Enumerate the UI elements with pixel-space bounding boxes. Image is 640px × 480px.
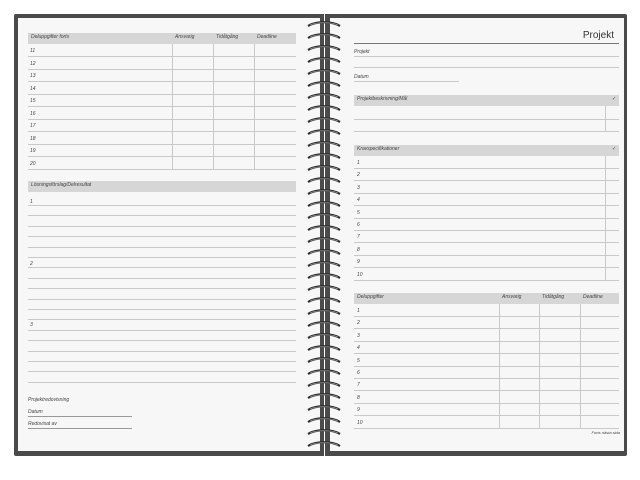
- right-page: [330, 18, 624, 451]
- solution-line: [28, 236, 296, 237]
- solution-line: [28, 257, 296, 258]
- solution-line: [28, 319, 296, 320]
- table-row-line: [28, 131, 296, 132]
- footer-date-label: Datum: [28, 409, 43, 415]
- title-underline: [354, 43, 619, 44]
- subtask-header-time: Tidåtgång: [542, 294, 565, 300]
- table-row-number: 14: [30, 85, 36, 92]
- date-signature-line: [28, 416, 132, 417]
- subtask-header-responsible: Ansvarig: [175, 34, 195, 40]
- solution-line: [28, 215, 296, 216]
- description-header: [354, 95, 619, 106]
- requirement-row-number: 1: [357, 160, 360, 166]
- solution-line: [28, 361, 296, 362]
- column-divider: [254, 44, 255, 169]
- description-header-label: Projektbeskrivning/Mål: [357, 96, 408, 102]
- table-row-number: 11: [30, 48, 36, 54]
- check-icon: ✓: [612, 146, 617, 152]
- requirement-row-number: 10: [357, 271, 363, 278]
- solution-item-number: 2: [30, 261, 33, 267]
- requirement-row-number: 6: [357, 222, 360, 228]
- requirement-row-number: 8: [357, 246, 360, 253]
- requirement-row-line: [354, 218, 619, 219]
- table-row-line: [28, 69, 296, 70]
- solution-line: [28, 309, 296, 310]
- table-row-line: [28, 106, 296, 107]
- requirement-row-line: [354, 242, 619, 243]
- requirement-row-line: [354, 205, 619, 206]
- table-row-number: 12: [30, 60, 36, 67]
- table-row-number: 17: [30, 123, 36, 129]
- project-line: [354, 67, 619, 68]
- table-row-number: 1: [357, 308, 360, 314]
- left-page: [18, 18, 320, 451]
- requirement-row-line: [354, 280, 619, 281]
- requirement-row-line: [354, 255, 619, 256]
- solution-line: [28, 371, 296, 372]
- reported-signature-line: [28, 428, 132, 429]
- right-date-label: Datum: [354, 74, 369, 80]
- requirement-row-line: [354, 168, 619, 169]
- requirement-row-number: 3: [357, 184, 360, 191]
- solution-line: [28, 226, 296, 227]
- requirements-header: [354, 145, 619, 156]
- table-row-number: 4: [357, 345, 360, 352]
- solution-line: [28, 351, 296, 352]
- table-row-line: [28, 56, 296, 57]
- requirements-header-label: Kravspecifikationer: [357, 146, 400, 152]
- column-divider: [172, 44, 173, 169]
- table-row-number: 19: [30, 148, 36, 154]
- table-row-number: 16: [30, 110, 36, 117]
- solution-line: [28, 278, 296, 279]
- check-column-divider: [605, 106, 606, 132]
- requirement-row-number: 4: [357, 197, 360, 204]
- solution-line: [28, 247, 296, 248]
- table-row-line: [28, 156, 296, 157]
- table-row-number: 10: [357, 419, 363, 426]
- table-row-number: 18: [30, 135, 36, 142]
- table-row-number: 5: [357, 357, 360, 364]
- table-row-line: [28, 144, 296, 145]
- table-row-line: [28, 119, 296, 120]
- requirement-row-number: 5: [357, 209, 360, 216]
- solution-line: [28, 299, 296, 300]
- subtask-header-task: Deluppgifter: [357, 294, 384, 300]
- table-row-line: [28, 94, 296, 95]
- table-row-number: 6: [357, 370, 360, 376]
- requirement-row-number: 9: [357, 259, 360, 266]
- table-row-number: 3: [357, 332, 360, 339]
- project-line: [354, 56, 619, 57]
- table-row-number: 20: [30, 160, 36, 167]
- column-divider: [499, 304, 500, 429]
- solution-item-number: 1: [30, 199, 33, 205]
- date-line: [354, 81, 459, 82]
- requirement-row-line: [354, 230, 619, 231]
- spiral-binding: [304, 18, 344, 454]
- requirement-row-line: [354, 180, 619, 181]
- check-column-divider: [605, 156, 606, 280]
- table-row-number: 2: [357, 320, 360, 327]
- table-row-number: 7: [357, 382, 360, 389]
- solution-item-number: 3: [30, 322, 33, 328]
- table-row-number: 15: [30, 98, 36, 104]
- page-title: Projekt: [582, 30, 614, 41]
- subtask-header-deadline: Deadline: [257, 34, 277, 40]
- solution-line: [28, 330, 296, 331]
- subtask-table-header: [28, 33, 296, 44]
- subtask-header-task: Deluppgifter forts: [31, 34, 70, 40]
- continued-note: Forts nästa sida: [591, 430, 620, 435]
- column-divider: [580, 304, 581, 429]
- column-divider: [539, 304, 540, 429]
- requirement-row-number: 2: [357, 172, 360, 179]
- right-subtask-table-header: [354, 293, 619, 304]
- subtask-header-responsible: Ansvarig: [502, 294, 522, 300]
- description-line: [354, 131, 619, 132]
- solution-header: [28, 181, 296, 192]
- solution-line: [28, 288, 296, 289]
- table-row-number: 8: [357, 394, 360, 401]
- solution-header-label: Lösningsförslag/Delresultat: [31, 182, 92, 188]
- requirement-row-line: [354, 193, 619, 194]
- requirement-row-line: [354, 267, 619, 268]
- presentation-label: Projektredovisning: [28, 397, 70, 403]
- table-row-line: [28, 169, 296, 170]
- solution-line: [28, 205, 296, 206]
- subtask-header-deadline: Deadline: [583, 294, 603, 300]
- solution-line: [28, 340, 296, 341]
- solution-line: [28, 267, 296, 268]
- subtask-header-time: Tidåtgång: [216, 34, 239, 40]
- description-line: [354, 119, 619, 120]
- solution-line: [28, 382, 296, 383]
- table-row-line: [28, 81, 296, 82]
- table-row-number: 13: [30, 73, 36, 79]
- project-label: Projekt: [354, 49, 370, 55]
- check-icon: ✓: [612, 96, 617, 102]
- column-divider: [213, 44, 214, 169]
- table-row-number: 9: [357, 407, 360, 414]
- requirement-row-number: 7: [357, 234, 360, 241]
- reported-by-label: Redovisat av: [28, 421, 57, 427]
